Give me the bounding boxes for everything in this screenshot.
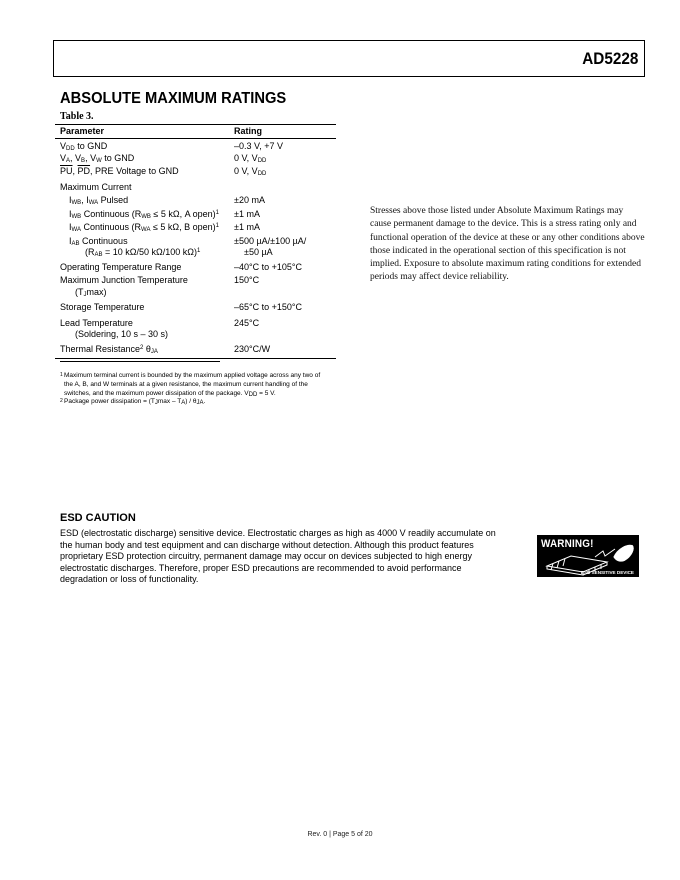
table-row: ($R_{AB} = 10$ kΩ/50 kΩ/100 kΩ)$^1$ ±50 µA [85,247,273,258]
table-row: $V_{DD}$ to GND –0.3 V, +7 V [60,141,283,152]
table-footnotes [60,372,330,407]
table-row: $(T_J\max)$ [75,286,107,298]
part-number: AD5228 [581,49,638,68]
table-row: $I_{WA}$ Continuous ($R_{WA} \le 5$ kΩ, B open)$^1$ ±1 mA [69,222,260,233]
footnote-1: 1 Maximum terminal current is bounded by the maximum applied voltage across any two of the A, B, and W terminals at a given resistance, the maximum current handling of the switches, and the maximum power dissipation of the package. $V_{DD} = 5$ V. [60,372,321,398]
warning-sub-label: ESD SENSITIVE DEVICE [580,570,634,575]
table-row: Maximum Junction Temperature 150°C [60,275,260,285]
page-footer: Rev. 0 | Page 5 of 20 [307,831,373,838]
esd-caution-title: ESD CAUTION [60,512,136,524]
table-header-row [55,125,336,139]
table-row: Maximum Current [60,181,132,192]
table-row: Thermal Resistance$^2$ $\theta_{JA}$ 230°C/W [60,343,271,355]
table-row: (Soldering, 10 s – 30 s) [75,329,169,339]
stress-disclaimer: Stresses above those listed under Absolute Maximum Ratings may cause permanent damage to the device. This is a stress rating only and functional operation of the device at these or any other conditions above those indicated in the operational section of this specification is not implied. Exposure to absolute maximum rating conditions for extended periods may affect device reliability. [370,206,645,283]
page-header-box [53,40,645,77]
esd-caution-body: ESD (electrostatic discharge) sensitive device. Electrostatic charges as high as 4000 V readily accumulate on the human body and test equipment and can discharge without detection. Although this product features proprietary ESD protection circuitry, permanent damage may occur on devices subjected to high energy electrostatic discharges. Therefore, proper ESD precautions are recommended to avoid performance degradation or loss of functionality. [60,528,496,585]
table-row: $I_{WB}$, $I_{WA}$ Pulsed ±20 mA [69,195,265,206]
column-header-rating: Rating [234,126,262,136]
esd-warning-logo [537,535,639,577]
table-row: Storage Temperature –65°C to +150°C [60,302,302,312]
section-title: ABSOLUTE MAXIMUM RATINGS [60,90,287,107]
footnote-divider [60,361,220,362]
footnote-2: 2 Package power dissipation = $(T_J\max - T_A) / \theta_{JA}$. [60,398,206,407]
table-row: Operating Temperature Range –40°C to +105°C [60,261,302,272]
table-row: $I_{AB}$ Continuous ±500 µA/±100 µA/ [69,235,307,247]
table-row: $V_A$, $V_B$, $V_W$ to GND 0 V, $V_{DD}$ [60,152,267,164]
column-header-parameter: Parameter [60,126,105,136]
table-row: $I_{WB}$ Continuous ($R_{WB} \le 5$ kΩ, A open)$^1$ ±1 mA [69,208,260,220]
table-caption: Table 3. [60,111,94,122]
ratings-table [55,124,336,359]
warning-label: WARNING! [541,538,594,550]
table-row: $\overline{PU}$, $\overline{PD}$, PRE Voltage to GND 0 V, $V_{DD}$ [60,166,267,177]
table-row: Lead Temperature 245°C [60,317,260,328]
